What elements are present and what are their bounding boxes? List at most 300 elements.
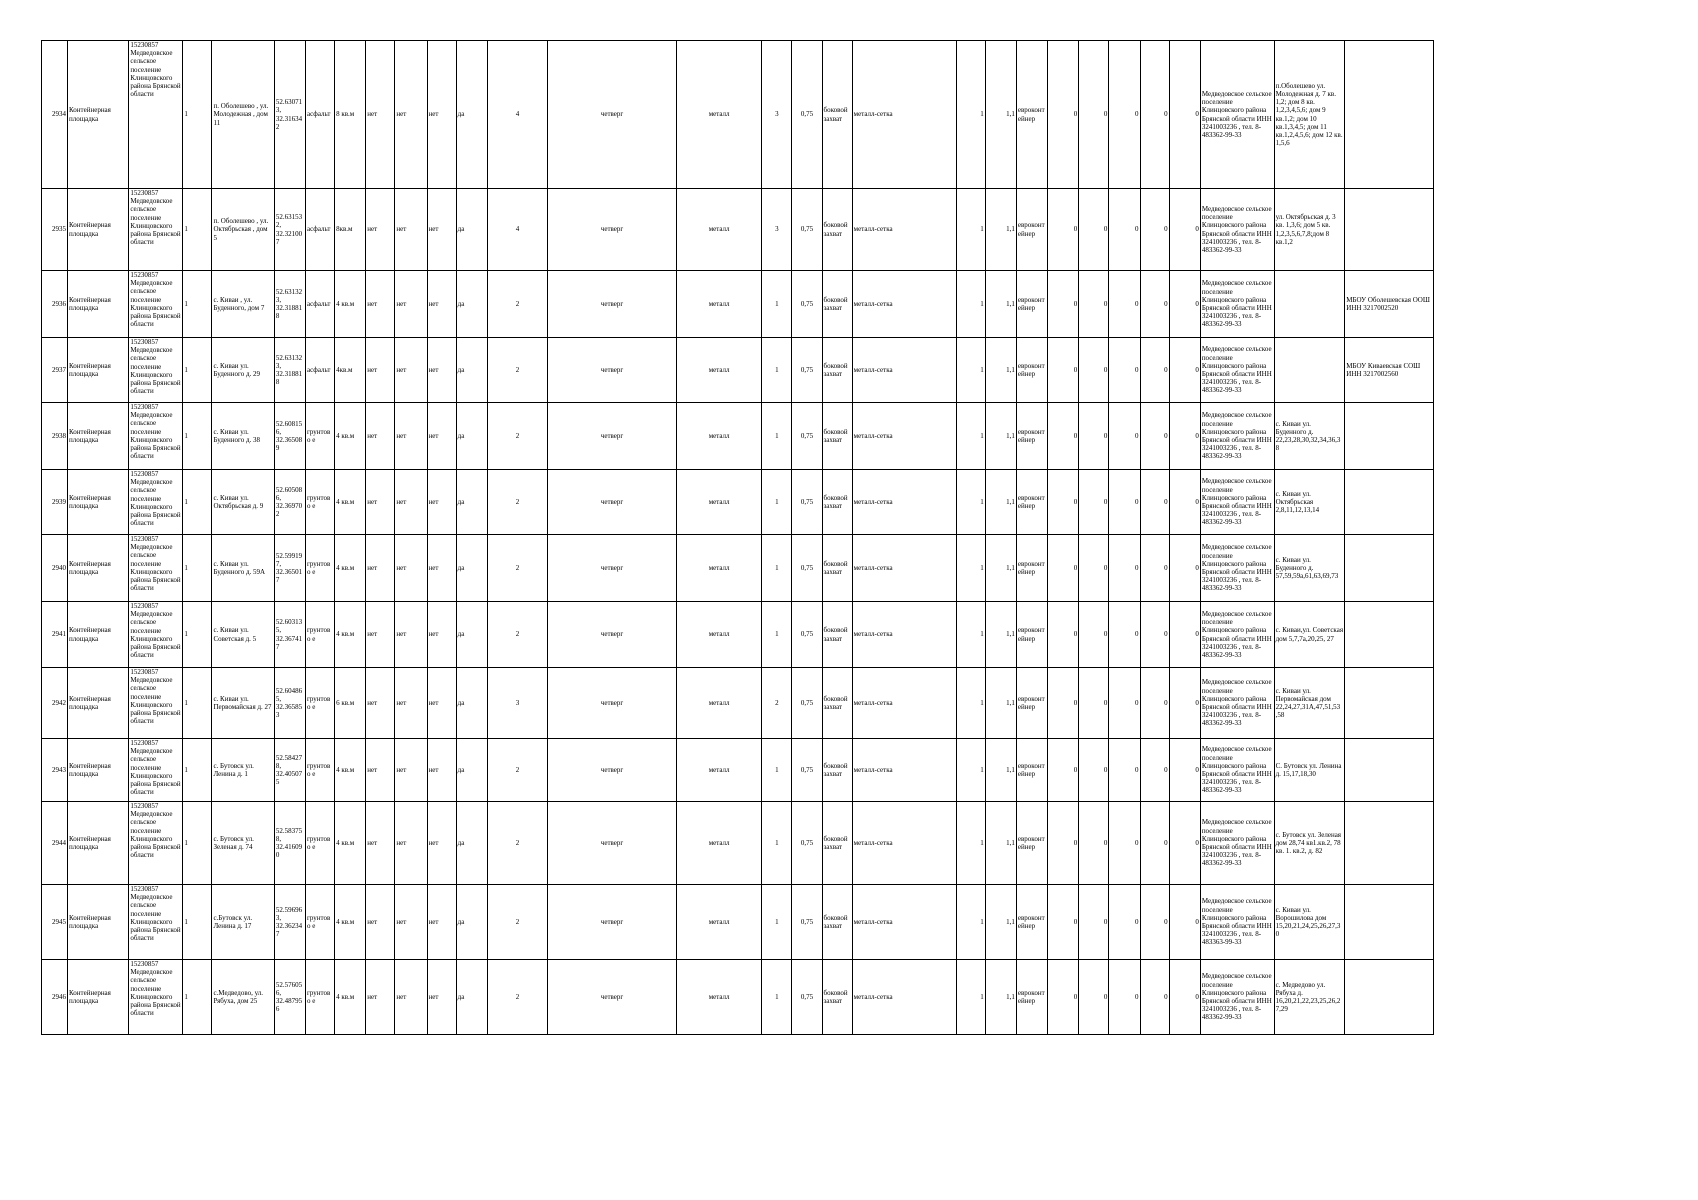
zero-5: 0	[1169, 885, 1200, 960]
fence-type: металл-сетка	[852, 960, 956, 1035]
zero-2: 0	[1079, 470, 1109, 535]
collection-day: четверг	[548, 739, 677, 802]
table-row	[42, 960, 1434, 1035]
address: с. Киваи ул. Буденного д. 38	[212, 403, 274, 470]
served-addresses: с. Киваи ул. Буденного д. 57,59,59а,61,63,69,73	[1274, 535, 1345, 602]
flag-value: 1	[183, 739, 212, 802]
column-no-1: нет	[366, 470, 395, 535]
value-1: 1	[956, 338, 985, 403]
container-type: евроконт ейнер	[1016, 885, 1047, 960]
zero-4: 0	[1140, 668, 1169, 739]
column-no-2: нет	[395, 960, 427, 1035]
column-yes: да	[456, 668, 487, 739]
container-count: 4	[487, 41, 547, 189]
container-count-2: 1	[762, 403, 792, 470]
container-count-2: 1	[762, 960, 792, 1035]
address: с. Киваи ул. Буденного д. 29	[212, 338, 274, 403]
column-no-2: нет	[395, 602, 427, 668]
loading-type: боковой захват	[822, 403, 852, 470]
zero-1: 0	[1048, 271, 1079, 338]
extra-owner	[1345, 602, 1434, 668]
container-volume: 0,75	[792, 470, 822, 535]
collection-day: четверг	[548, 802, 677, 885]
served-addresses	[1274, 338, 1345, 403]
address: с.Медведово, ул. Рябуха, дом 25	[212, 960, 274, 1035]
zero-4: 0	[1140, 535, 1169, 602]
container-material: металл	[677, 668, 762, 739]
column-no-3: нет	[427, 338, 456, 403]
zero-5: 0	[1169, 602, 1200, 668]
container-type: евроконт ейнер	[1016, 668, 1047, 739]
flag-value: 1	[183, 668, 212, 739]
container-count: 2	[487, 271, 547, 338]
container-type: евроконт ейнер	[1016, 802, 1047, 885]
container-count: 2	[487, 470, 547, 535]
served-addresses: с. Медведово ул. Рябуха д. 16,20,21,22,23,25,26,27,29	[1274, 960, 1345, 1035]
organization: 15230857 Медведовское сельское поселение Клинцовского района Брянской области	[129, 535, 183, 602]
loading-type: боковой захват	[822, 338, 852, 403]
column-no-1: нет	[366, 885, 395, 960]
area: 4 кв.м	[335, 403, 366, 470]
row-number: 2939	[42, 470, 68, 535]
flag-value: 1	[183, 470, 212, 535]
column-no-3: нет	[427, 802, 456, 885]
organization: 15230857 Медведовское сельское поселение Клинцовского района Брянской области	[129, 802, 183, 885]
zero-1: 0	[1048, 885, 1079, 960]
extra-owner	[1345, 960, 1434, 1035]
loading-type: боковой захват	[822, 470, 852, 535]
flag-value: 1	[183, 535, 212, 602]
value-1: 1	[956, 802, 985, 885]
registry-table	[41, 40, 1434, 1035]
row-number: 2935	[42, 189, 68, 271]
container-count: 2	[487, 338, 547, 403]
coordinates: 52.60815 6, 32.36508 9	[274, 403, 305, 470]
container-count: 2	[487, 960, 547, 1035]
site-type: Контейнерная площадка	[67, 189, 128, 271]
value-1: 1	[956, 535, 985, 602]
area: 4 кв.м	[335, 602, 366, 668]
row-number: 2943	[42, 739, 68, 802]
collection-day: четверг	[548, 41, 677, 189]
column-no-1: нет	[366, 668, 395, 739]
column-no-1: нет	[366, 602, 395, 668]
loading-type: боковой захват	[822, 960, 852, 1035]
zero-3: 0	[1109, 535, 1140, 602]
zero-4: 0	[1140, 739, 1169, 802]
column-no-3: нет	[427, 960, 456, 1035]
container-type: евроконт ейнер	[1016, 403, 1047, 470]
area: 4 кв.м	[335, 271, 366, 338]
container-material: металл	[677, 960, 762, 1035]
flag-value: 1	[183, 960, 212, 1035]
zero-4: 0	[1140, 189, 1169, 271]
container-material: металл	[677, 338, 762, 403]
column-no-3: нет	[427, 403, 456, 470]
collection-day: четверг	[548, 403, 677, 470]
zero-5: 0	[1169, 802, 1200, 885]
zero-2: 0	[1079, 535, 1109, 602]
container-volume: 0,75	[792, 189, 822, 271]
container-type: евроконт ейнер	[1016, 960, 1047, 1035]
flag-value: 1	[183, 271, 212, 338]
loading-type: боковой захват	[822, 271, 852, 338]
table-row	[42, 602, 1434, 668]
value-1: 1	[956, 189, 985, 271]
owner-info: Медведовское сельское поселение Клинцовского района Брянской области ИНН 3241003236 , тел. 8-483362-99-33	[1200, 535, 1274, 602]
zero-5: 0	[1169, 535, 1200, 602]
column-yes: да	[456, 271, 487, 338]
extra-owner	[1345, 668, 1434, 739]
zero-5: 0	[1169, 960, 1200, 1035]
container-count: 2	[487, 535, 547, 602]
column-no-2: нет	[395, 885, 427, 960]
organization: 15230857 Медведовское сельское поселение Клинцовского района Брянской области	[129, 403, 183, 470]
column-no-3: нет	[427, 602, 456, 668]
zero-1: 0	[1048, 338, 1079, 403]
zero-2: 0	[1079, 602, 1109, 668]
container-count: 2	[487, 602, 547, 668]
column-no-1: нет	[366, 189, 395, 271]
container-volume: 0,75	[792, 403, 822, 470]
container-volume: 0,75	[792, 271, 822, 338]
coordinates: 52.57605 6, 32.48795 6	[274, 960, 305, 1035]
table-row	[42, 885, 1434, 960]
column-no-3: нет	[427, 271, 456, 338]
zero-4: 0	[1140, 470, 1169, 535]
container-type: евроконт ейнер	[1016, 271, 1047, 338]
coordinates: 52.63153 2, 32.32100 7	[274, 189, 305, 271]
value-1-1: 1,1	[985, 338, 1016, 403]
container-material: металл	[677, 470, 762, 535]
column-yes: да	[456, 189, 487, 271]
site-type: Контейнерная площадка	[67, 535, 128, 602]
flag-value: 1	[183, 338, 212, 403]
row-number: 2944	[42, 802, 68, 885]
column-no-2: нет	[395, 470, 427, 535]
zero-3: 0	[1109, 885, 1140, 960]
column-yes: да	[456, 802, 487, 885]
zero-2: 0	[1079, 41, 1109, 189]
container-volume: 0,75	[792, 960, 822, 1035]
column-yes: да	[456, 338, 487, 403]
container-material: металл	[677, 189, 762, 271]
zero-3: 0	[1109, 802, 1140, 885]
row-number: 2942	[42, 668, 68, 739]
fence-type: металл-сетка	[852, 338, 956, 403]
organization: 15230857 Медведовское сельское поселение Клинцовского района Брянской области	[129, 338, 183, 403]
container-count-2: 2	[762, 668, 792, 739]
area: 4 кв.м	[335, 535, 366, 602]
value-1-1: 1,1	[985, 668, 1016, 739]
column-no-1: нет	[366, 960, 395, 1035]
site-type: Контейнерная площадка	[67, 338, 128, 403]
column-no-3: нет	[427, 668, 456, 739]
zero-1: 0	[1048, 189, 1079, 271]
value-1-1: 1,1	[985, 403, 1016, 470]
value-1: 1	[956, 403, 985, 470]
zero-5: 0	[1169, 189, 1200, 271]
fence-type: металл-сетка	[852, 271, 956, 338]
owner-info: Медведовское сельское поселение Клинцовского района Брянской области ИНН 3241003236 , тел. 8-483362-99-33	[1200, 739, 1274, 802]
zero-5: 0	[1169, 739, 1200, 802]
table-row	[42, 470, 1434, 535]
area: 4 кв.м	[335, 470, 366, 535]
zero-1: 0	[1048, 470, 1079, 535]
organization: 15230857 Медведовское сельское поселение Клинцовского района Брянской области	[129, 271, 183, 338]
area: 4 кв.м	[335, 739, 366, 802]
zero-2: 0	[1079, 802, 1109, 885]
zero-2: 0	[1079, 271, 1109, 338]
container-volume: 0,75	[792, 739, 822, 802]
collection-day: четверг	[548, 668, 677, 739]
fence-type: металл-сетка	[852, 189, 956, 271]
column-no-1: нет	[366, 739, 395, 802]
owner-info: Медведовское сельское поселение Клинцовского района Брянской области ИНН 3241003236 , тел. 8-483362-99-33	[1200, 403, 1274, 470]
value-1: 1	[956, 739, 985, 802]
zero-2: 0	[1079, 403, 1109, 470]
extra-owner	[1345, 403, 1434, 470]
zero-1: 0	[1048, 960, 1079, 1035]
flag-value: 1	[183, 885, 212, 960]
zero-1: 0	[1048, 535, 1079, 602]
container-count-2: 1	[762, 470, 792, 535]
owner-info: Медведовское сельское поселение Клинцовского района Брянской области ИНН 3241003236 , тел. 8-483362-99-33	[1200, 338, 1274, 403]
column-no-2: нет	[395, 271, 427, 338]
owner-info: Медведовское сельское поселение Клинцовского района Брянской области ИНН 3241003236 , тел. 8-483362-99-33	[1200, 189, 1274, 271]
collection-day: четверг	[548, 885, 677, 960]
flag-value: 1	[183, 802, 212, 885]
area: 6 кв.м	[335, 668, 366, 739]
column-no-2: нет	[395, 802, 427, 885]
surface-type: грунтово е	[305, 885, 334, 960]
served-addresses: С. Бутовск ул. Ленина д. 15,17,18,30	[1274, 739, 1345, 802]
zero-1: 0	[1048, 668, 1079, 739]
surface-type: грунтово е	[305, 602, 334, 668]
zero-5: 0	[1169, 271, 1200, 338]
coordinates: 52.59919 7, 32.36501 7	[274, 535, 305, 602]
zero-4: 0	[1140, 41, 1169, 189]
table-row	[42, 739, 1434, 802]
zero-3: 0	[1109, 668, 1140, 739]
coordinates: 52.58375 8, 32.41609 0	[274, 802, 305, 885]
owner-info: Медведовское сельское поселение Клинцовского района Брянской области ИНН 3241003236 , тел. 8-483362-99-33	[1200, 271, 1274, 338]
table-row	[42, 338, 1434, 403]
address: п. Оболешево , ул. Октябрьская , дом 5	[212, 189, 274, 271]
extra-owner: МБОУ Оболешевская ООШ ИНН 3217002520	[1345, 271, 1434, 338]
loading-type: боковой захват	[822, 189, 852, 271]
container-type: евроконт ейнер	[1016, 602, 1047, 668]
site-type: Контейнерная площадка	[67, 41, 128, 189]
table-row	[42, 403, 1434, 470]
container-count-2: 3	[762, 189, 792, 271]
column-no-1: нет	[366, 403, 395, 470]
organization: 15230857 Медведовское сельское поселение Клинцовского района Брянской области	[129, 739, 183, 802]
container-count-2: 1	[762, 535, 792, 602]
column-no-1: нет	[366, 271, 395, 338]
served-addresses: с. Киваи ул. Буденного д. 22,23,28,30,32,34,36,38	[1274, 403, 1345, 470]
served-addresses: с. Бутовск ул. Зеленая дом 28,74 кв1.кв.2, 78 кв. 1. кв.2, д. 82	[1274, 802, 1345, 885]
container-material: металл	[677, 535, 762, 602]
area: 4 кв.м	[335, 885, 366, 960]
value-1-1: 1,1	[985, 602, 1016, 668]
surface-type: грунтово е	[305, 668, 334, 739]
row-number: 2934	[42, 41, 68, 189]
surface-type: асфальт	[305, 338, 334, 403]
site-type: Контейнерная площадка	[67, 668, 128, 739]
column-no-3: нет	[427, 41, 456, 189]
area: 4 кв.м	[335, 960, 366, 1035]
flag-value: 1	[183, 602, 212, 668]
collection-day: четверг	[548, 189, 677, 271]
container-material: металл	[677, 739, 762, 802]
loading-type: боковой захват	[822, 535, 852, 602]
zero-1: 0	[1048, 602, 1079, 668]
address: с. Бутовск ул. Зеленая д. 74	[212, 802, 274, 885]
served-addresses	[1274, 271, 1345, 338]
surface-type: асфальт	[305, 189, 334, 271]
column-no-1: нет	[366, 535, 395, 602]
address: п. Оболешево , ул. Молодежная , дом 11	[212, 41, 274, 189]
extra-owner: МБОУ Киваевская СОШ ИНН 3217002560	[1345, 338, 1434, 403]
container-material: металл	[677, 403, 762, 470]
column-no-2: нет	[395, 535, 427, 602]
container-count: 3	[487, 668, 547, 739]
zero-5: 0	[1169, 338, 1200, 403]
row-number: 2940	[42, 535, 68, 602]
column-no-2: нет	[395, 739, 427, 802]
column-no-3: нет	[427, 739, 456, 802]
container-count-2: 1	[762, 802, 792, 885]
fence-type: металл-сетка	[852, 470, 956, 535]
zero-3: 0	[1109, 739, 1140, 802]
coordinates: 52.63132 3, 32.31881 8	[274, 271, 305, 338]
row-number: 2941	[42, 602, 68, 668]
column-yes: да	[456, 41, 487, 189]
zero-5: 0	[1169, 668, 1200, 739]
column-no-1: нет	[366, 802, 395, 885]
column-yes: да	[456, 470, 487, 535]
zero-3: 0	[1109, 271, 1140, 338]
fence-type: металл-сетка	[852, 885, 956, 960]
container-count: 2	[487, 885, 547, 960]
column-no-3: нет	[427, 189, 456, 271]
column-yes: да	[456, 885, 487, 960]
value-1-1: 1,1	[985, 535, 1016, 602]
column-no-3: нет	[427, 885, 456, 960]
container-material: металл	[677, 41, 762, 189]
extra-owner	[1345, 535, 1434, 602]
extra-owner	[1345, 470, 1434, 535]
zero-4: 0	[1140, 602, 1169, 668]
container-type: евроконт ейнер	[1016, 739, 1047, 802]
value-1: 1	[956, 602, 985, 668]
container-count: 2	[487, 802, 547, 885]
column-yes: да	[456, 602, 487, 668]
zero-3: 0	[1109, 960, 1140, 1035]
container-material: металл	[677, 802, 762, 885]
fence-type: металл-сетка	[852, 739, 956, 802]
container-material: металл	[677, 885, 762, 960]
owner-info: Медведовское сельское поселение Клинцовского района Брянской области ИНН 3241003236 , тел. 8-483362-99-33	[1200, 470, 1274, 535]
collection-day: четверг	[548, 960, 677, 1035]
site-type: Контейнерная площадка	[67, 739, 128, 802]
zero-5: 0	[1169, 470, 1200, 535]
container-volume: 0,75	[792, 885, 822, 960]
collection-day: четверг	[548, 602, 677, 668]
owner-info: Медведовское сельское поселение Клинцовского района Брянской области ИНН 3241003236 , тел. 8-483362-99-33	[1200, 41, 1274, 189]
fence-type: металл-сетка	[852, 668, 956, 739]
table-row	[42, 189, 1434, 271]
loading-type: боковой захват	[822, 885, 852, 960]
zero-2: 0	[1079, 960, 1109, 1035]
column-yes: да	[456, 739, 487, 802]
organization: 15230857 Медведовское сельское поселение Клинцовского района Брянской области	[129, 668, 183, 739]
surface-type: грунтово е	[305, 403, 334, 470]
value-1-1: 1,1	[985, 41, 1016, 189]
zero-2: 0	[1079, 668, 1109, 739]
column-no-3: нет	[427, 535, 456, 602]
organization: 15230857 Медведовское сельское поселение Клинцовского района Брянской области	[129, 41, 183, 189]
surface-type: грунтово е	[305, 739, 334, 802]
owner-info: Медведовское сельское поселение Клинцовского района Брянской области ИНН 3241003236 , тел. 8-483362-99-33	[1200, 960, 1274, 1035]
column-no-1: нет	[366, 41, 395, 189]
site-type: Контейнерная площадка	[67, 885, 128, 960]
value-1-1: 1,1	[985, 885, 1016, 960]
zero-1: 0	[1048, 403, 1079, 470]
container-count: 2	[487, 739, 547, 802]
zero-1: 0	[1048, 802, 1079, 885]
container-type: евроконт ейнер	[1016, 189, 1047, 271]
zero-3: 0	[1109, 602, 1140, 668]
value-1: 1	[956, 960, 985, 1035]
container-count-2: 1	[762, 602, 792, 668]
address: с. Киваи ул. Советская д. 5	[212, 602, 274, 668]
container-volume: 0,75	[792, 338, 822, 403]
zero-5: 0	[1169, 41, 1200, 189]
loading-type: боковой захват	[822, 802, 852, 885]
row-number: 2938	[42, 403, 68, 470]
coordinates: 52.63071 3, 32.31634 2	[274, 41, 305, 189]
table-row	[42, 535, 1434, 602]
surface-type: грунтово е	[305, 802, 334, 885]
fence-type: металл-сетка	[852, 403, 956, 470]
column-no-2: нет	[395, 41, 427, 189]
container-volume: 0,75	[792, 802, 822, 885]
value-1: 1	[956, 271, 985, 338]
organization: 15230857 Медведовское сельское поселение Клинцовского района Брянской области	[129, 960, 183, 1035]
value-1: 1	[956, 885, 985, 960]
organization: 15230857 Медведовское сельское поселение Клинцовского района Брянской области	[129, 602, 183, 668]
table-row	[42, 802, 1434, 885]
zero-4: 0	[1140, 960, 1169, 1035]
zero-3: 0	[1109, 189, 1140, 271]
area: 8кв.м	[335, 189, 366, 271]
address: с. Киваи ул. Первомайская д. 27	[212, 668, 274, 739]
value-1: 1	[956, 668, 985, 739]
zero-1: 0	[1048, 739, 1079, 802]
extra-owner	[1345, 41, 1434, 189]
container-count-2: 1	[762, 739, 792, 802]
loading-type: боковой захват	[822, 739, 852, 802]
container-count-2: 1	[762, 338, 792, 403]
extra-owner	[1345, 885, 1434, 960]
table-row	[42, 41, 1434, 189]
site-type: Контейнерная площадка	[67, 802, 128, 885]
area: 4 кв.м	[335, 802, 366, 885]
surface-type: асфальт	[305, 41, 334, 189]
row-number: 2945	[42, 885, 68, 960]
